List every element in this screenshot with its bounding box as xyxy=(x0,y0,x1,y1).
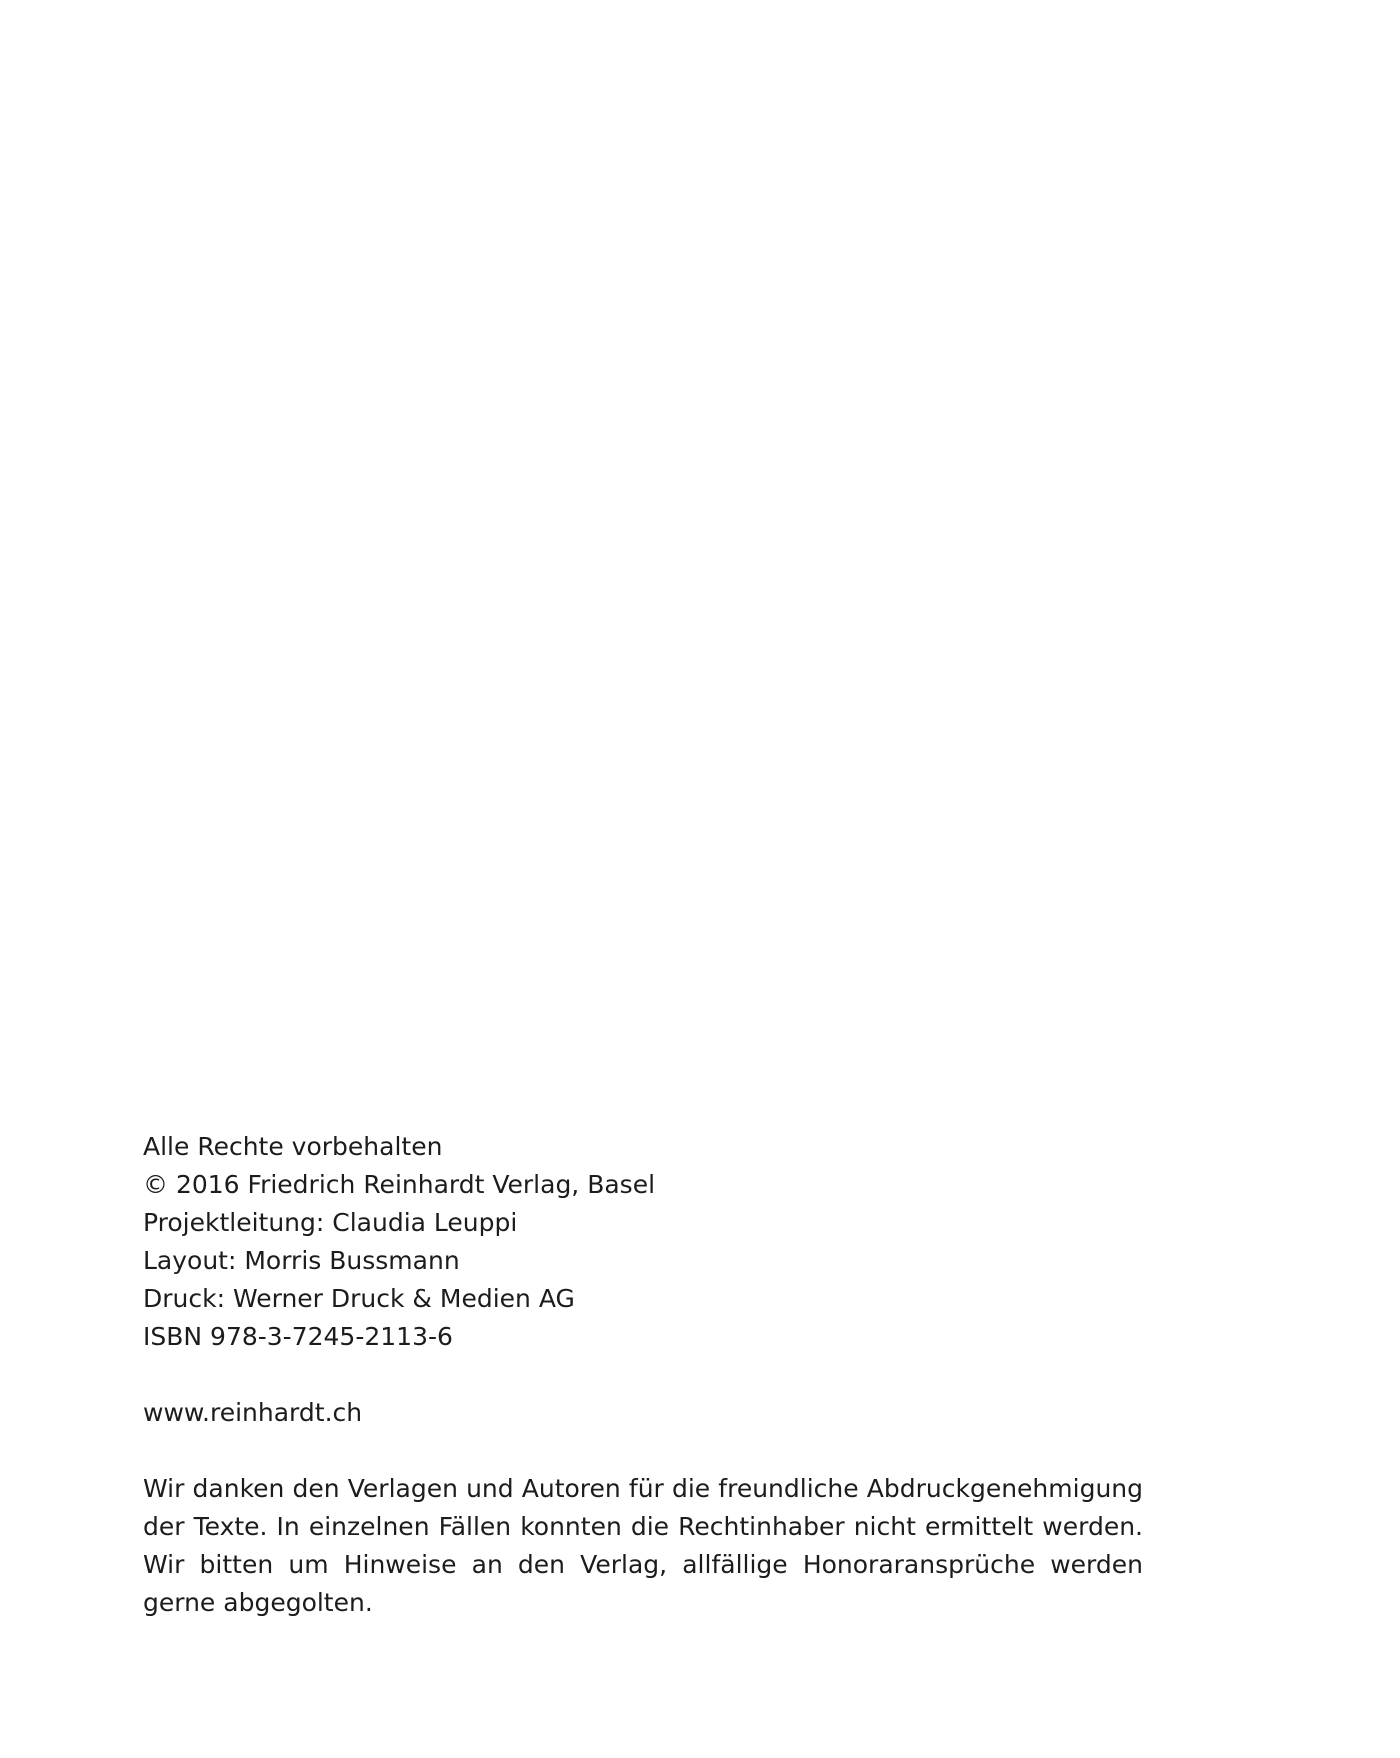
publisher-website: www.reinhardt.ch xyxy=(143,1398,363,1427)
isbn-line: ISBN 978-3-7245-2113-6 xyxy=(143,1322,453,1351)
acknowledgement-paragraph: Wir danken den Verlagen und Autoren für die freundliche Abdruckgenehmigung der Texte. In einzelnen Fällen konnten die Rechtinhaber nicht ermittelt werden. Wir bitten um Hinweise an den Verlag, allfällige Honoraransprüche werden gerne abgegolten. xyxy=(143,1474,1143,1617)
print-credit-line: Druck: Werner Druck & Medien AG xyxy=(143,1284,575,1313)
project-lead-line: Projektleitung: Claudia Leuppi xyxy=(143,1208,518,1237)
rights-reserved-line: Alle Rechte vorbehalten xyxy=(143,1132,443,1161)
credits-list xyxy=(143,1128,1143,1356)
layout-credit-line: Layout: Morris Bussmann xyxy=(143,1246,460,1275)
imprint-block xyxy=(143,1128,1143,1622)
copyright-line: © 2016 Friedrich Reinhardt Verlag, Basel xyxy=(143,1170,656,1199)
